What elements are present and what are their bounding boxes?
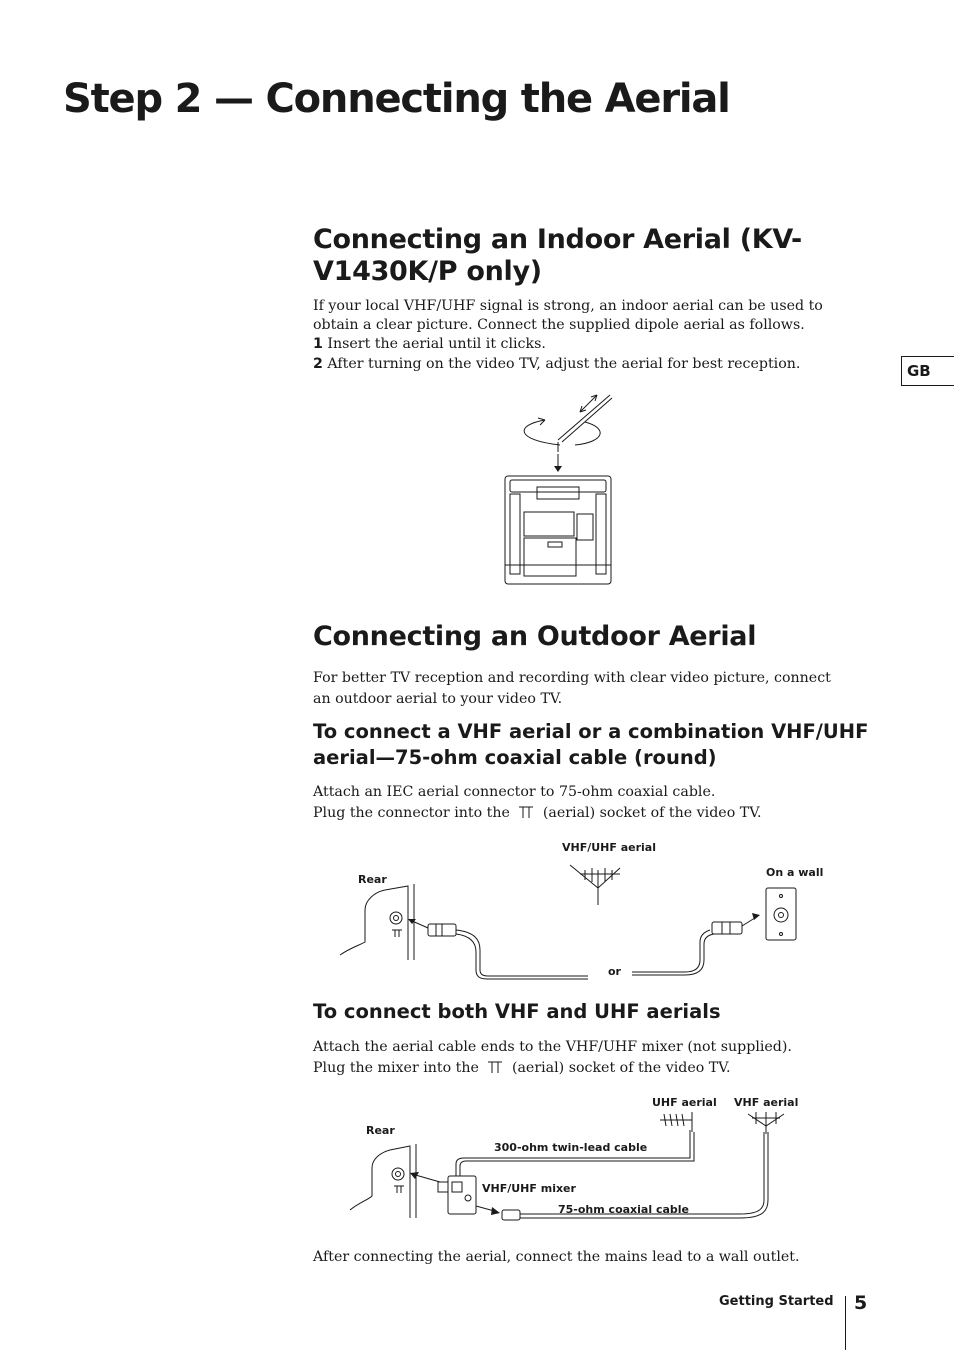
footer-section-title: Getting Started xyxy=(719,1294,834,1309)
text-post: (aerial) socket of the video TV. xyxy=(511,1060,731,1076)
tv-rear-icon xyxy=(505,476,611,584)
vhf-combo-line-2 xyxy=(313,803,843,824)
vhf-combo-heading: To connect a VHF aerial or a combination VHF/UHF aerial—75-ohm coaxial cable (round) xyxy=(313,720,869,769)
twin-lead-cable-icon xyxy=(456,1130,694,1176)
vhf-combo-diagram xyxy=(330,860,810,980)
outdoor-intro: For better TV reception and recording with clear video picture, connect an outdoor aerial to your video TV. xyxy=(313,670,831,707)
indoor-intro: If your local VHF/UHF signal is strong, an indoor aerial can be used to obtain a clear picture. Connect the supplied dipole aerial as follows. xyxy=(313,298,823,333)
indoor-aerial-illustration xyxy=(500,390,640,590)
vhf-combo-line-1: Attach an IEC aerial connector to 75-ohm coaxial cable. xyxy=(313,784,716,800)
tv-rear-panel-icon xyxy=(350,1144,416,1218)
insert-arrow-icon xyxy=(554,454,562,472)
page-title: Step 2 — Connecting the Aerial xyxy=(63,76,730,122)
page-number: 5 xyxy=(854,1292,868,1314)
twin-lead-cable-label: 300-ohm twin-lead cable xyxy=(494,1141,648,1154)
vhf-aerial-icon xyxy=(748,1112,784,1134)
both-aerials-instructions xyxy=(313,1037,843,1079)
both-aerials-heading: To connect both VHF and UHF aerials xyxy=(313,1000,721,1023)
outdoor-aerial-heading: Connecting an Outdoor Aerial xyxy=(313,621,757,652)
both-aerials-diagram xyxy=(340,1110,800,1225)
footer-divider xyxy=(845,1296,846,1350)
mixer-label: VHF/UHF mixer xyxy=(482,1182,576,1195)
aerial-socket-icon xyxy=(518,805,534,819)
rotation-arrow-icon xyxy=(524,418,600,445)
uhf-aerial-label: UHF aerial xyxy=(652,1096,717,1109)
vhf-uhf-aerial-icon xyxy=(570,865,620,905)
step-number: 2 xyxy=(313,356,323,372)
vhf-uhf-aerial-label: VHF/UHF aerial xyxy=(562,841,657,854)
cable-plug-icon xyxy=(408,919,588,979)
closing-note: After connecting the aerial, connect the mains lead to a wall outlet. xyxy=(313,1249,800,1265)
text-pre: Plug the connector into the xyxy=(313,805,510,821)
step-number: 1 xyxy=(313,336,323,352)
rear-label: Rear xyxy=(366,1124,395,1137)
indoor-aerial-heading: Connecting an Indoor Aerial (KV-V1430K/P only) xyxy=(313,224,802,287)
or-label: or xyxy=(608,965,621,978)
rear-label: Rear xyxy=(358,873,387,886)
indoor-step-2 xyxy=(313,355,843,374)
step-text: Insert the aerial until it clicks. xyxy=(327,336,546,352)
tv-rear-panel-icon xyxy=(340,884,414,960)
language-tab: GB xyxy=(901,356,954,386)
aerial-socket-icon xyxy=(487,1060,503,1074)
on-a-wall-label: On a wall xyxy=(766,866,824,879)
step-text: After turning on the video TV, adjust the aerial for best reception. xyxy=(327,356,801,372)
coaxial-cable-icon xyxy=(476,1132,768,1220)
indoor-step-1 xyxy=(313,335,843,354)
vhf-combo-instructions xyxy=(313,782,843,824)
coaxial-cable-label: 75-ohm coaxial cable xyxy=(558,1203,689,1216)
text-pre: Plug the mixer into the xyxy=(313,1060,479,1076)
text-post: (aerial) socket of the video TV. xyxy=(542,805,762,821)
both-line-2 xyxy=(313,1058,843,1079)
wall-socket-icon xyxy=(766,888,796,940)
vhf-aerial-label: VHF aerial xyxy=(734,1096,799,1109)
both-line-1: Attach the aerial cable ends to the VHF/UHF mixer (not supplied). xyxy=(313,1039,792,1055)
wall-cable-icon xyxy=(632,913,760,975)
indoor-aerial-instructions xyxy=(313,297,843,374)
uhf-aerial-icon xyxy=(660,1112,692,1132)
mixer-icon xyxy=(410,1172,476,1214)
